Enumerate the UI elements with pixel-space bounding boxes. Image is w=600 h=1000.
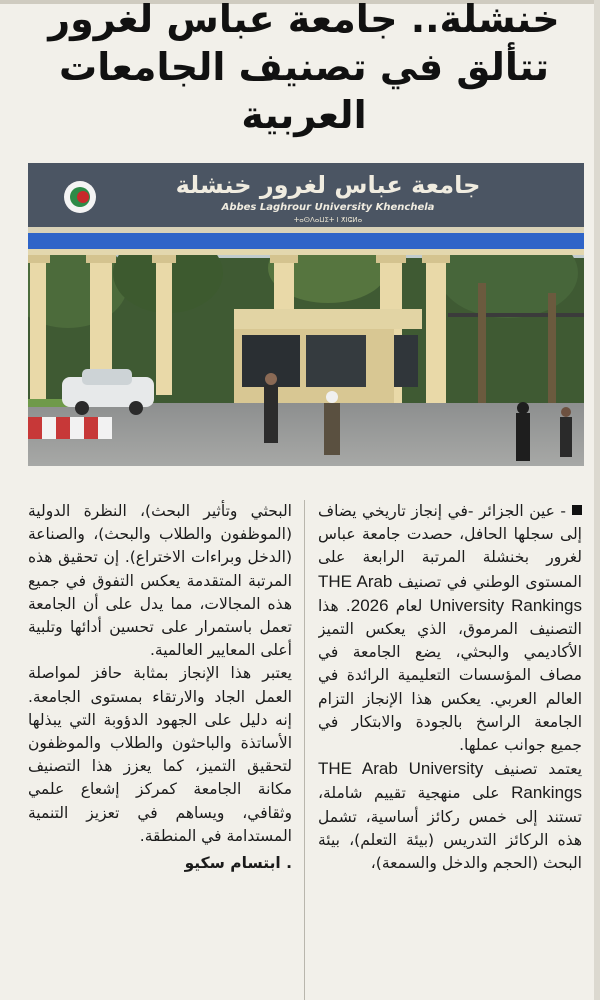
article-column-right	[318, 500, 582, 1000]
article-column-left	[28, 500, 292, 1000]
sign-latin-text: Abbes Laghrour University Khenchela	[221, 202, 435, 213]
sign-tifinagh-text: ⵜⴰⵙⴷⴰⵡⵉⵜ ⵏ ⵅⵏⵛⵍⴰ	[293, 216, 363, 224]
ranking-year: 2026	[350, 595, 389, 615]
blue-band	[28, 233, 584, 249]
university-gate-photo	[28, 163, 584, 466]
column-divider	[304, 500, 305, 1000]
article-paragraph-2	[318, 757, 582, 875]
page-edge	[594, 0, 600, 1000]
headline	[24, 0, 584, 139]
ranking-name: THE Arab University Rankings	[318, 571, 582, 615]
author-byline: . ابتسام سكيو	[184, 854, 292, 873]
paragraph-2-start: يعتمد تصنيف	[494, 760, 582, 779]
year-prefix: لعام	[395, 596, 423, 615]
bullet-icon	[572, 505, 582, 515]
intro-text: - عين الجزائر -في إنجاز تاريخي يضاف إلى سجلها الحافل، حصدت جامعة عباس لغرور بخنشلة المرتبة الرابعة على المستوى الوطني في تصنيف	[318, 502, 582, 591]
paragraph-1-end: . هذا التصنيف المرموق، الذي يعكس التميز الأكاديمي والبحثي، يضع الجامعة في مصاف المؤسسات التعليمية الرائدة في العالم العربي. يعكس هذا الإنجاز التزام الجامعة الراسخ بالجودة والابتكار في جميع جوانب عملها.	[318, 596, 582, 755]
headline-line-3: العربية	[241, 93, 367, 138]
article-paragraph-1	[318, 500, 582, 757]
article-paragraph-3: البحثي وتأثير البحث)، النظرة الدولية (الموظفون والطلاب والبحث)، والصناعة (الدخل وبراءات الاختراع). إن تحقيق هذه المرتبة المتقدمة يعكس التفوق في جميع هذه المجالات، مما يدل على أن الجامعة تعمل باستمرار على تحسين أدائها وتلبية أعلى المعايير العالمية.	[28, 502, 292, 660]
ranking-name-2: THE Arab University Rankings	[318, 759, 582, 803]
paragraph-2-rest: على منهجية تقييم شاملة، تستند إلى خمس ركائز أساسية، تشمل هذه الركائز التدريس (بيئة التعلم)، بيئة البحث (الحجم والدخل والسمعة)،	[318, 784, 582, 873]
article-paragraph-4: يعتبر هذا الإنجاز بمثابة حافز لمواصلة العمل الجاد والارتقاء بمستوى الجامعة. إنه دليل على الجهود الدؤوبة التي يبذلها الأساتذة والباحثون والطلاب والموظفون لتحقيق التميز، كما يعزز هذا التصنيف مكانة الجامعة كمركز إشعاع علمي وثقافي، ويساهم في تعزيز التنمية المستدامة في المنطقة.	[28, 664, 292, 845]
sign-arabic-text: جامعة عباس لغرور خنشلة	[175, 171, 481, 199]
headline-line-2: تتألق في تصنيف الجامعات	[59, 45, 549, 90]
headline-line-1: خنشلة.. جامعة عباس لغرور	[48, 0, 560, 42]
